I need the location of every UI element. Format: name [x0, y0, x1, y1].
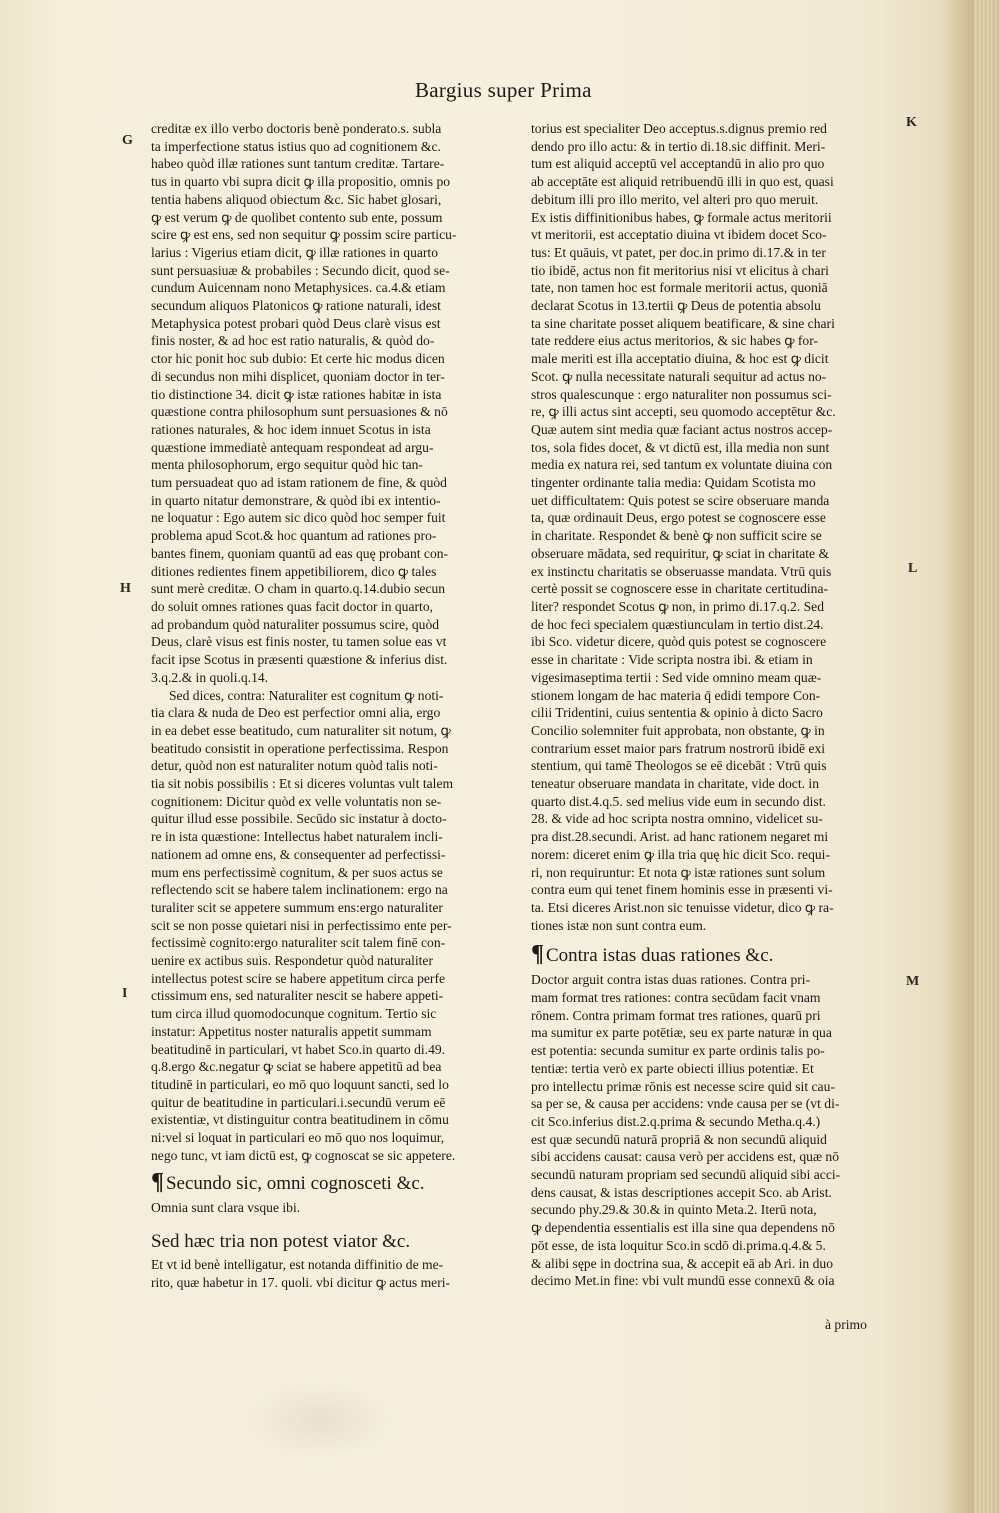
pilcrow-icon: ¶ [151, 1169, 164, 1196]
section-heading-sed-haec: Sed hæc tria non potest viator &c. [151, 1231, 411, 1253]
text-line: tate, non tamen hoc est formale meritorii actus, quoniā [531, 280, 828, 296]
margin-marker-g: G [122, 133, 133, 148]
text-line: beatitudinē in particulari, vt habet Sco.in quarto di.49. [151, 1041, 446, 1057]
text-line: larius : Vigerius etiam dicit, ꝙ illæ rationes in quarto [151, 244, 439, 260]
text-line: finis noster, & ad hoc est ratio naturalis, & quòd do- [151, 333, 435, 349]
margin-marker-i: I [122, 986, 128, 1001]
text-line: tum circa illud quomodocunque cognitum. Tertio sic [151, 1006, 437, 1022]
text-line: dens causat, & istas descriptiones accepit Sco. ab Arist. [531, 1184, 832, 1200]
text-line: tingenter ordinante talia media: Quidam Scotista mo [531, 475, 816, 491]
text-line: 28. & vide ad hoc scripta nostra omnino, videlicet su- [531, 811, 823, 827]
margin-marker-k: K [906, 115, 917, 130]
left-column [151, 120, 509, 1292]
text-line: problema apud Scot.& hoc quantum ad rationes pro- [151, 528, 437, 544]
margin-marker-m: M [906, 974, 920, 989]
text-line: ni:vel si loquat in particulari eo mō quo nos loquimur, [151, 1130, 445, 1146]
text-line: scire ꝙ est ens, sed non sequitur ꝙ possim scire particu- [151, 227, 457, 243]
text-line: ab acceptāte est aliquid retribuendū illi in quo est, quasi [531, 174, 834, 190]
text-line: nego tunc, vt iam dictū est, ꝙ cognoscat se sic appetere. [151, 1147, 456, 1163]
text-line: detur, quòd non est naturaliter notum quòd talis noti- [151, 758, 438, 774]
text-line: scit se non posse quietari nisi in perfectissimo ente per- [151, 917, 452, 933]
text-line: declarat Scotus in 13.tertii ꝙ Deus de potentia absolu [531, 298, 821, 314]
text-line: teneatur obseruare mandata in charitate, vide doct. in [531, 776, 819, 792]
text-line: tum persuadeat quo ad istam rationem de fine, & quòd [151, 475, 447, 491]
text-line: contra eum qui tenet finem hominis esse in præsenti vi- [531, 882, 833, 898]
text-line: Metaphysica potest probari quòd Deus clarè visus est [151, 315, 441, 331]
text-line: q.8.ergo &c.negatur ꝙ sciat se habere appetitū ad bea [151, 1059, 442, 1075]
margin-marker-l: L [908, 561, 918, 576]
text-line: quæstione contra philosophum sunt persuasiones & nō [151, 404, 448, 420]
text-line: sunt merè creditæ. O cham in quarto.q.14.dubio secun [151, 581, 446, 597]
pilcrow-icon: ¶ [531, 941, 544, 968]
text-line: sibi accidens causat: causa verò per accidens est, quæ nō [531, 1149, 840, 1165]
text-line: ma sumitur ex parte potētiæ, seu ex parte naturæ in qua [531, 1025, 832, 1041]
text-line: existentiæ, vt distinguitur contra beatitudinem in cōmu [151, 1112, 449, 1128]
text-line: est quæ secundū naturā propriā & non secundū aliquid [531, 1131, 827, 1147]
text-line: tia clara & nuda de Deo est perfectior omni alia, ergo [151, 705, 441, 721]
text-line: quæstione immediatè antequam respondeat ad argu- [151, 439, 434, 455]
text-line: tos, sola fides docet, & vt dictū est, illa media non sunt [531, 439, 830, 455]
text-line: do soluit omnes rationes quas facit doctor in quarto, [151, 598, 434, 614]
text-line: menta philosophorum, ergo sequitur quòd hic tan- [151, 457, 423, 473]
text-line: de hoc feci specialem quæstiunculam in tertio dist.24. [531, 616, 824, 632]
text-line: secundo phy.29.& 30.& in quinto Meta.2. Iterū nota, [531, 1202, 817, 1218]
text-line: instatur: Appetitus noster naturalis appetit summam [151, 1023, 432, 1039]
text-line: est potentia: secunda sumitur ex parte ordinis talis po- [531, 1043, 825, 1059]
text-line: cundum Auicennam nono Metaphysices. ca.4.& etiam [151, 280, 446, 296]
text-line: stros qualescunque : ergo naturaliter non possumus sci- [531, 386, 832, 402]
text-line: cilii Tridentini, cuius sententia & opinio à dicto Sacro [531, 705, 823, 721]
text-line: liter? respondet Scotus ꝙ non, in primo di.17.q.2. Sed [531, 598, 825, 614]
text-line: quitur de beatitudine in particulari.i.secundū verum eē [151, 1094, 446, 1110]
text-line: ri, non requiruntur: Et nota ꝙ istæ rationes sunt solum [531, 864, 826, 880]
margin-marker-h: H [120, 581, 131, 596]
text-line: Doctor arguit contra istas duas rationes. Contra pri- [531, 972, 811, 988]
text-line: titudinē in particulari, eo mō quo loquunt sancti, sed lo [151, 1076, 449, 1092]
text-line: ta sine charitate posset aliquem beatificare, & sine chari [531, 315, 835, 331]
text-line: norem: diceret enim ꝙ illa tria quę hic dicit Sco. requi- [531, 846, 830, 862]
book-binding-edge [974, 0, 1000, 1513]
text-line: tio ibidē, actus non fit meritorius nisi vt elicitus à chari [531, 262, 829, 278]
text-line: tentia habens aliquod obiectum &c. Sic habet glosari, [151, 191, 442, 207]
text-line: & alibi sępe in doctrina sua, & accepit eā ab Ari. in duo [531, 1255, 833, 1271]
right-paragraph-1 [531, 120, 894, 934]
text-line: secundum aliquos Platonicos ꝙ ratione naturali, idest [151, 298, 441, 314]
text-line: vt meritorii, est acceptatio diuina vt ibidem docet Sco- [531, 227, 827, 243]
text-line: ꝙ dependentia essentialis est illa sine qua dependens nō [531, 1220, 835, 1236]
text-line: Ex istis diffinitionibus habes, ꝙ formale actus meritorii [531, 209, 832, 225]
text-line: pro intellectu primæ rōnis est necesse scire quid sit cau- [531, 1078, 835, 1094]
text-line: re, ꝙ illi actus sint accepti, seu quomodo acceptētur &c. [531, 404, 836, 420]
text-line: vigesimaseptima tertii : Sed vide omnino meam quæ- [531, 669, 822, 685]
text-line: quitur illud esse possibile. Secūdo sic instatur à docto- [151, 811, 447, 827]
text-line: ctissimum ens, sed naturaliter nescit se habere appeti- [151, 988, 444, 1004]
text-line: male meriti est illa acceptatio diuina, & hoc est ꝙ dicit [531, 351, 829, 367]
section-heading-secundo: ¶ Secundo sic, omni cognosceti &c. [151, 1169, 425, 1196]
text-line: nationem ad omne ens, & consequenter ad perfectissi- [151, 846, 446, 862]
section-heading-contra: ¶ Contra istas duas rationes &c. [531, 941, 774, 968]
text-line: tiones istæ non sunt contra eum. [531, 917, 707, 933]
running-head: Bargius super Prima [415, 78, 592, 102]
text-line: secundū naturam propriam sed secundū aliquid sibi acci- [531, 1167, 841, 1183]
text-line: habeo quòd illæ rationes sunt tantum creditæ. Tartare- [151, 156, 445, 172]
text-line: mam format tres rationes: contra secūdam facit vnam [531, 990, 821, 1006]
text-line: in quarto nitatur demonstrare, & quòd ibi ex intentio- [151, 492, 441, 508]
text-line: facit ipse Scotus in præsenti quæstione & inferius dist. [151, 652, 448, 668]
heading-note: Omnia sunt clara vsque ibi. [151, 1200, 301, 1216]
text-line: ta, quæ ordinauit Deus, ergo potest se cognoscere esse [531, 510, 826, 526]
text-line: cit Sco.inferius dist.2.q.prima & secundo Metha.q.4.) [531, 1113, 821, 1129]
text-line: esse in charitate : Vide scripta nostra ibi. & etiam in [531, 652, 813, 668]
right-column [531, 120, 894, 1290]
left-paragraph-3 [151, 1256, 509, 1291]
text-line: decimo Met.in fine: vbi vult mundū esse connexū & oia [531, 1273, 835, 1289]
text-line: torius est specialiter Deo acceptus.s.dignus premio red [531, 121, 827, 136]
right-paragraph-2 [531, 971, 894, 1290]
text-line: 3.q.2.& in quoli.q.14. [151, 669, 269, 685]
text-line: ne loquatur : Ego autem sic dico quòd hoc semper fuit [151, 510, 446, 526]
left-paragraph-1 [151, 120, 509, 687]
text-line: ctor hic ponit hoc sub dubio: Et certe hic modus dicen [151, 351, 445, 367]
text-line: Quæ autem sint media quæ faciant actus nostros accep- [531, 421, 833, 437]
text-line: tate reddere eius actus meritorios, & sic habes ꝙ for- [531, 333, 818, 349]
text-line: Deus, clarè visus est finis noster, tu tamen solue eas vt [151, 634, 447, 650]
text-line: cognitionem: Dicitur quòd ex velle voluntatis non se- [151, 793, 442, 809]
text-line: tentiæ: tertia verò ex parte obiecti illius potentiæ. Et [531, 1060, 814, 1076]
text-line: stentium, qui tamē Theologos se eē dicebāt : Vtrū quis [531, 758, 827, 774]
text-line: creditæ ex illo verbo doctoris benè ponderato.s. subla [151, 121, 442, 136]
text-line: dendo pro illo actu: & in tertio di.18.sic diffinit. Meri- [531, 138, 826, 154]
text-line: tia sit nobis possibilis : Et si diceres voluntas vult talem [151, 776, 454, 792]
text-line: debitum illi pro illo merito, vel alteri pro quo meruit. [531, 191, 819, 207]
text-line: sunt persuasiuæ & probabiles : Secundo dicit, quod se- [151, 262, 450, 278]
text-line: media ex natura rei, sed tantum ex voluntate diuina con [531, 457, 833, 473]
text-line: uenire ex actibus suis. Respondetur quòd naturaliter [151, 953, 433, 969]
text-line: certè possit se cognoscere esse in charitate certitudina- [531, 581, 829, 597]
text-line: beatitudo consistit in operatione perfectissima. Respon [151, 740, 449, 756]
text-line: pra dist.28.secundi. Arist. ad hanc rationem negaret mi [531, 829, 829, 845]
text-line: pōt esse, de ista loquitur Sco.in scdō di.prima.q.4.& 5. [531, 1237, 826, 1253]
text-line: stionem longam de hac materia q̄ edidi tempore Con- [531, 687, 821, 703]
text-line: ta. Etsi diceres Arist.non sic tenuisse videtur, dico ꝙ ra- [531, 899, 834, 915]
text-line: bantes finem, quoniam quantū ad eas quę probant con- [151, 545, 449, 561]
text-line: rito, quæ habetur in 17. quoli. vbi dicitur ꝙ actus meri- [151, 1274, 451, 1290]
text-line: reflectendo scit se habere talem inclinationem: ergo na [151, 882, 448, 898]
text-line: rōnem. Contra primam format tres rationes, quarū pri [531, 1007, 821, 1023]
text-line: intellectus potest scire se habere appetitum circa perfe [151, 970, 446, 986]
catchword: à primo [825, 1317, 867, 1332]
text-line: ditiones redientes finem appetibiliorem, dico ꝙ tales [151, 563, 437, 579]
text-line: tio distinctione 34. dicit ꝙ istæ rationes habitæ in ista [151, 386, 442, 402]
text-line: obseruare mādata, sed requiritur, ꝙ sciat in charitate & [531, 545, 830, 561]
text-line: mum ens perfectissimè cognitum, & per suos actus se [151, 864, 443, 880]
text-line: tus in quarto vbi supra dicit ꝙ illa propositio, omnis po [151, 174, 451, 190]
text-line: Concilio solemniter fuit approbata, non obstante, ꝙ in [531, 722, 825, 738]
text-line: turaliter scit se appetere summum ens:ergo naturaliter [151, 899, 443, 915]
text-line: ꝙ est verum ꝙ de quolibet contento sub ente, possum [151, 209, 443, 225]
text-line: tus: Et quāuis, vt patet, per doc.in primo di.17.& in ter [531, 244, 826, 260]
text-line: ta imperfectione status istius quo ad cognitionem &c. [151, 138, 441, 154]
page-smudge [245, 1380, 395, 1460]
text-line: quarto dist.4.q.5. sed melius vide eum in secundo dist. [531, 793, 826, 809]
text-line: contrarium esset maior pars fratrum nostrorū ibidē exi [531, 740, 826, 756]
text-line: ad probandum quòd naturaliter possumus scire, quòd [151, 616, 440, 632]
text-line: rationes naturales, & hoc idem innuet Scotus in ista [151, 421, 431, 437]
text-line: Scot. ꝙ nulla necessitate naturali sequitur ad actus no- [531, 368, 827, 384]
text-line: fectissimè cognito:ergo naturaliter scit talem finē con- [151, 935, 446, 951]
text-line: Et vt id benè intelligatur, est notanda diffinitio de me- [151, 1257, 444, 1273]
left-paragraph-2 [151, 687, 509, 1165]
text-line: uet difficultatem: Quis potest se scire obseruare manda [531, 492, 830, 508]
text-line: in ea debet esse beatitudo, cum naturaliter sit notum, ꝙ [151, 722, 451, 738]
text-line: re in ista quæstione: Intellectus habet naturalem incli- [151, 829, 443, 845]
text-line: di secundus non mihi displicet, quoniam doctor in ter- [151, 368, 445, 384]
text-line: ex instinctu charitatis se obseruasse mandata. Vtrū quis [531, 563, 832, 579]
text-line: Sed dices, contra: Naturaliter est cognitum ꝙ noti- [169, 687, 444, 703]
text-line: ibi Sco. videtur dicere, quòd quis potest se cognoscere [531, 634, 827, 650]
text-line: tum est aliquid acceptū vel acceptandū in alio pro quo [531, 156, 825, 172]
text-line: in charitate. Respondet & benè ꝙ non sufficit scire se [531, 528, 822, 544]
text-line: sa per se, & causa per accidens: vnde causa per se (vt di- [531, 1096, 840, 1112]
